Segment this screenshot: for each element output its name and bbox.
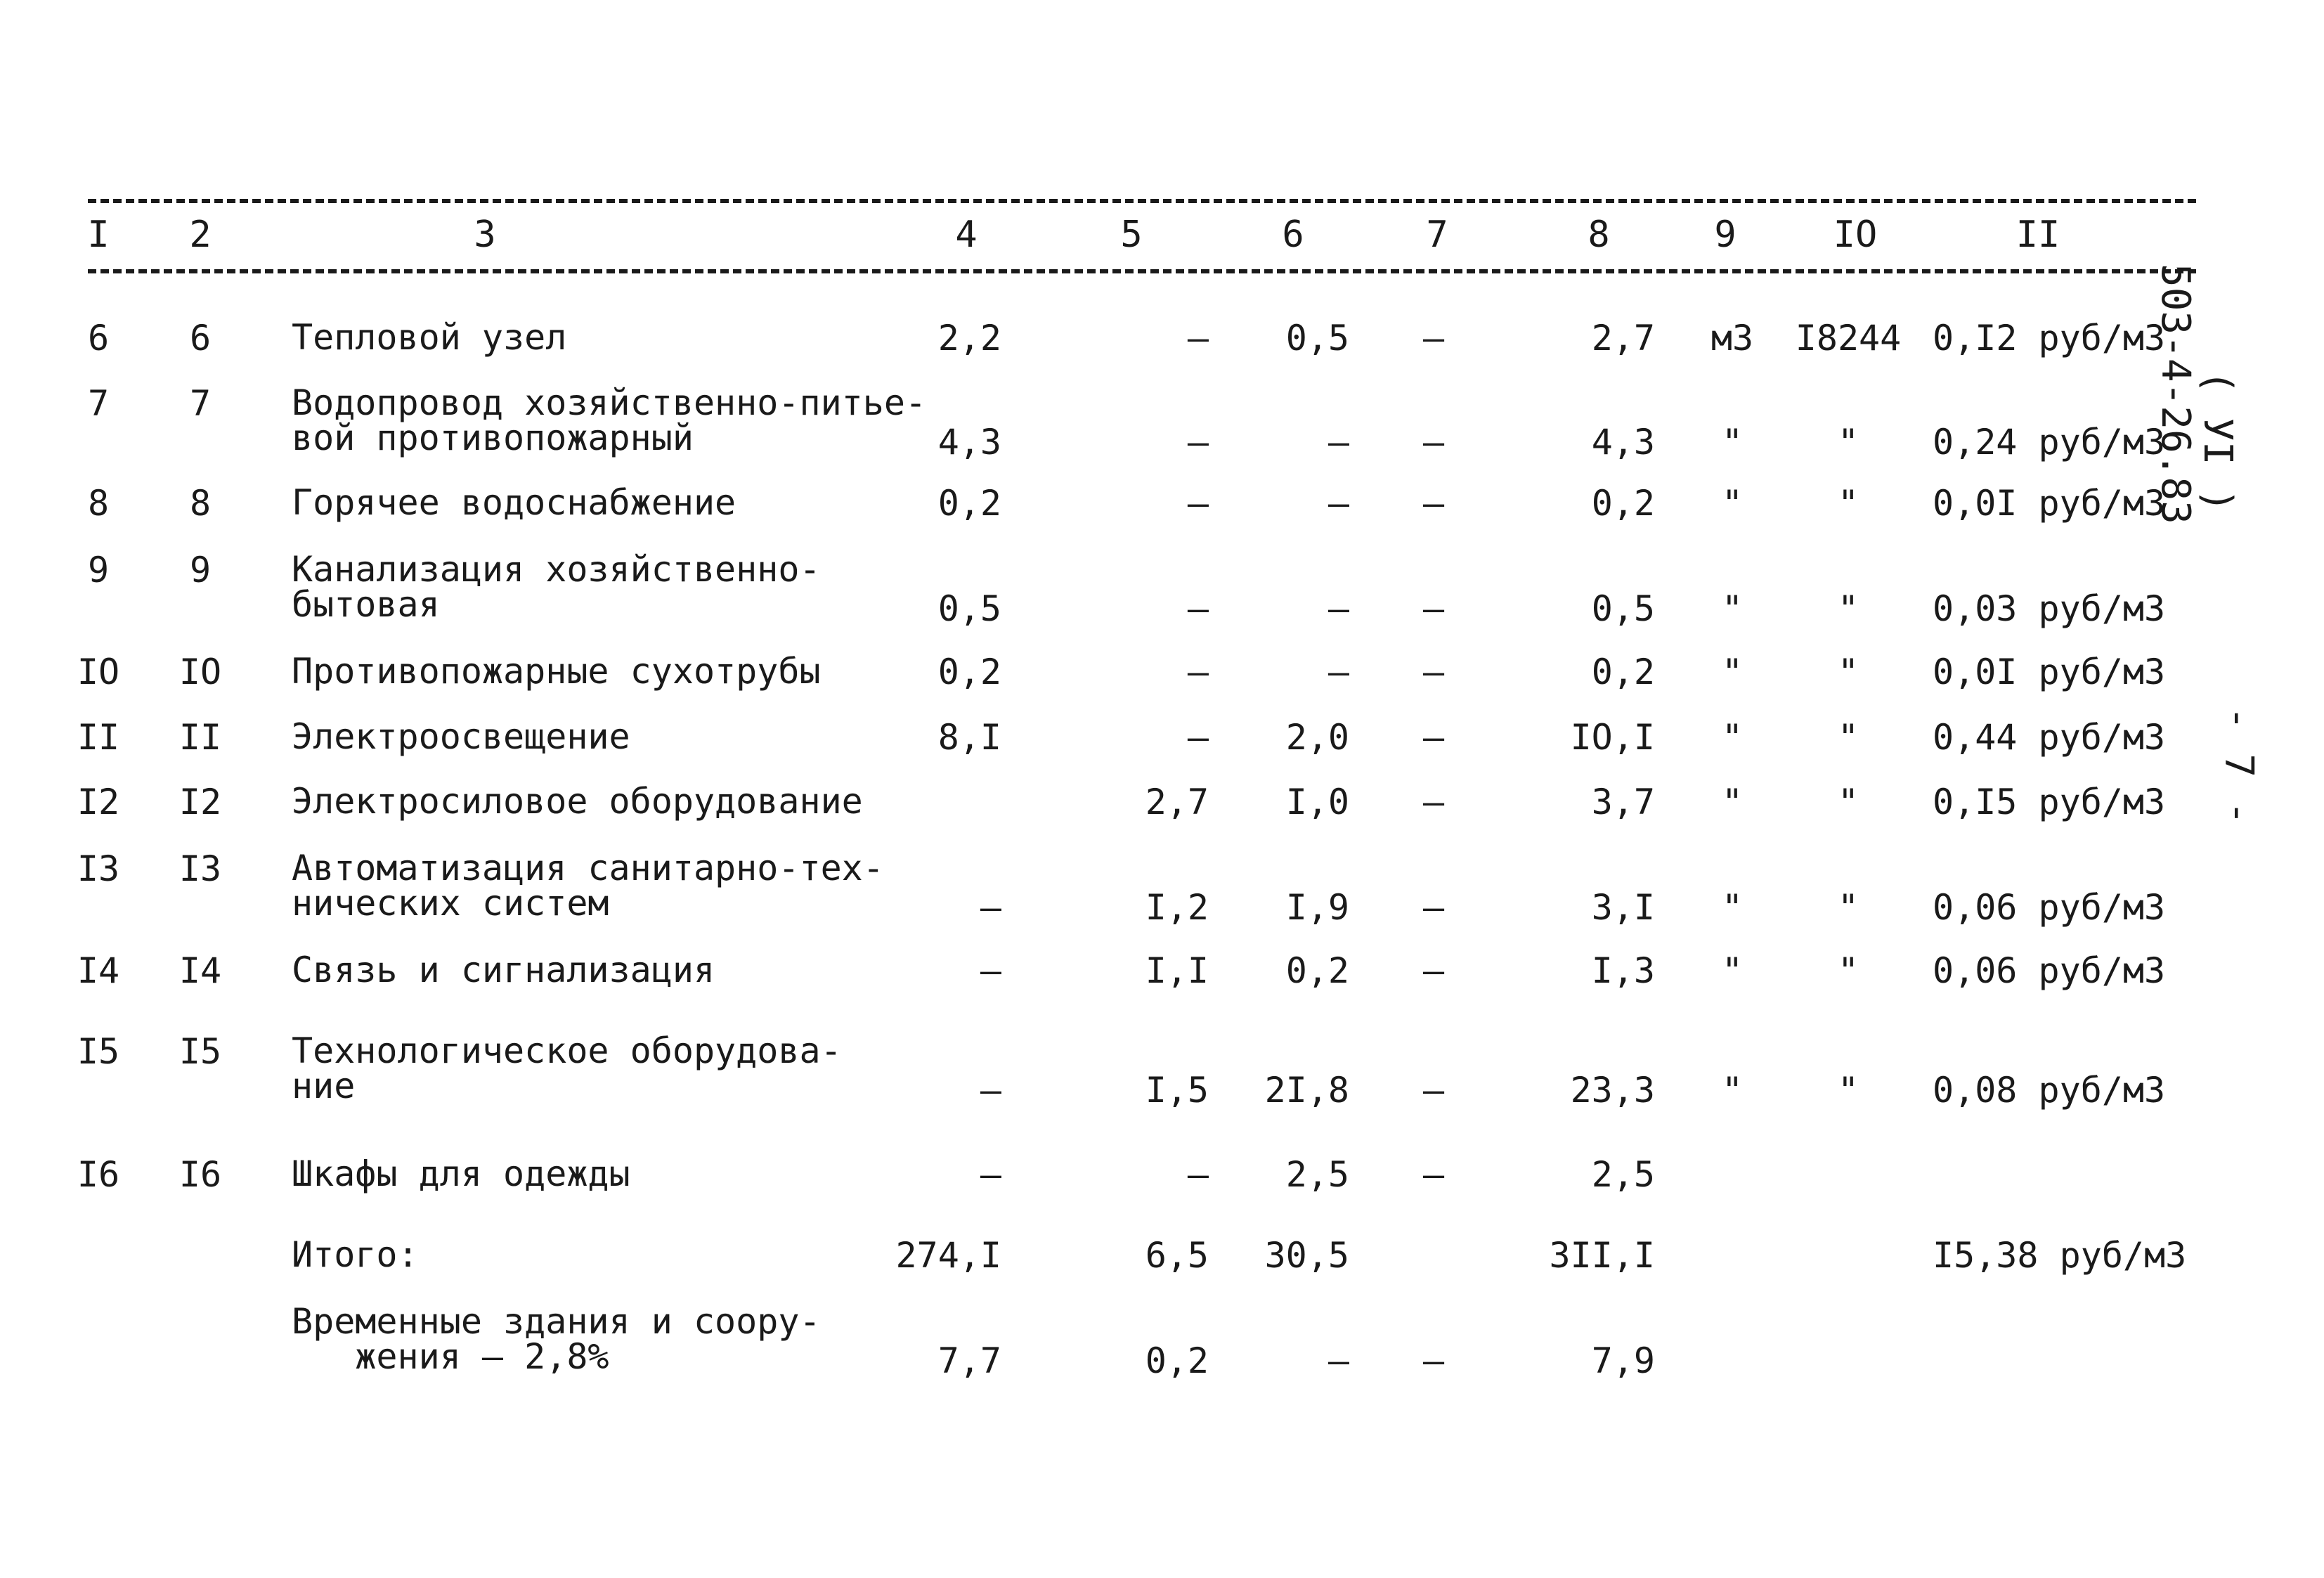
header-col-3: 3 — [474, 214, 496, 256]
cell-c5: – — [1187, 717, 1209, 758]
header-bottom-rule — [88, 269, 2196, 273]
cell-c3: Электроосвещение — [292, 716, 630, 757]
header-col-7: 7 — [1426, 214, 1448, 256]
cell-c9: м3 — [1710, 318, 1754, 358]
cell-c7: – — [1422, 1154, 1445, 1195]
cell-c9: " — [1721, 652, 1744, 692]
cell-c5: – — [1187, 1154, 1209, 1195]
cell-c1: I2 — [77, 782, 120, 822]
header-col-2: 2 — [189, 214, 212, 256]
cell-c10: " — [1837, 1070, 1859, 1111]
cell-c2: I3 — [178, 848, 222, 889]
cell-c6: – — [1327, 1340, 1349, 1381]
cell-c8: 0,5 — [1591, 588, 1655, 629]
cell-c4: – — [980, 887, 1001, 928]
cell-c10: I8244 — [1795, 318, 1902, 358]
cell-c1: I5 — [77, 1031, 120, 1072]
cell-c10: " — [1837, 950, 1859, 991]
cell-c1: 9 — [87, 550, 110, 590]
cell-c2: I4 — [178, 950, 222, 991]
cell-c1: I6 — [77, 1154, 120, 1195]
cell-c3: Канализация хозяйственно- бытовая — [292, 549, 821, 625]
cell-c6: – — [1327, 422, 1349, 463]
cell-c3: Тепловой узел — [292, 317, 567, 358]
cell-c7: – — [1422, 782, 1445, 822]
cell-c11: 0,I5 руб/м3 — [1933, 782, 2166, 822]
cell-c7: – — [1422, 717, 1445, 758]
cell-c7: – — [1422, 483, 1445, 524]
cell-c8: IO,I — [1570, 717, 1655, 758]
cell-c1: 6 — [87, 318, 110, 358]
cell-c6: 0,5 — [1285, 318, 1349, 358]
cell-c5: – — [1187, 422, 1209, 463]
cell-c9: " — [1721, 588, 1744, 629]
cell-c2: 8 — [189, 483, 212, 524]
cell-c9: " — [1721, 1070, 1744, 1111]
cell-c6: 2I,8 — [1264, 1070, 1349, 1111]
cell-c4: 4,3 — [937, 422, 1001, 463]
header-col-6: 6 — [1282, 214, 1304, 256]
cell-c8: I,3 — [1591, 950, 1655, 991]
cell-c5: – — [1187, 318, 1209, 358]
cell-c11: I5,38 руб/м3 — [1933, 1235, 2187, 1276]
cell-c1: I4 — [77, 950, 120, 991]
cell-c7: – — [1422, 950, 1445, 991]
cell-c4: 7,7 — [937, 1340, 1001, 1381]
cell-c8: 4,3 — [1591, 422, 1655, 463]
cell-c7: – — [1422, 1070, 1445, 1111]
cell-c4: 2,2 — [937, 318, 1001, 358]
cell-c11: 0,03 руб/м3 — [1933, 588, 2166, 629]
cell-c2: IO — [178, 652, 222, 692]
cell-c2: II — [178, 717, 222, 758]
cell-c10: " — [1837, 717, 1859, 758]
cell-c11: 0,I2 руб/м3 — [1933, 318, 2166, 358]
page-number — [2217, 706, 2259, 825]
cell-c3: Автоматизация санитарно-тех- нических систем — [292, 848, 884, 924]
cell-c7: – — [1422, 318, 1445, 358]
cell-c1: II — [77, 717, 120, 758]
cell-c9: " — [1721, 483, 1744, 524]
cell-c4: – — [980, 1154, 1001, 1195]
cell-c3: Электросиловое оборудование — [292, 781, 863, 822]
cell-c10: " — [1837, 887, 1859, 928]
cell-c8: 3,7 — [1591, 782, 1655, 822]
cell-c4: 0,2 — [937, 652, 1001, 692]
cell-c4: 0,2 — [937, 483, 1001, 524]
cell-c7: – — [1422, 422, 1445, 463]
cell-c2: I2 — [178, 782, 222, 822]
cell-c11: 0,44 руб/м3 — [1933, 717, 2166, 758]
cell-c9: " — [1721, 950, 1744, 991]
cell-c6: 2,0 — [1285, 717, 1349, 758]
cell-c9: " — [1721, 422, 1744, 463]
cell-c5: 6,5 — [1145, 1235, 1209, 1276]
header-col-5: 5 — [1120, 214, 1143, 256]
cell-c11: 0,0I руб/м3 — [1933, 652, 2166, 692]
cell-c4: – — [980, 950, 1001, 991]
cell-c11: 0,08 руб/м3 — [1933, 1070, 2166, 1111]
cell-c2: 9 — [189, 550, 212, 590]
cell-c8: 0,2 — [1591, 652, 1655, 692]
cell-c5: 0,2 — [1145, 1340, 1209, 1381]
cell-c5: – — [1187, 652, 1209, 692]
cell-c6: – — [1327, 652, 1349, 692]
cell-c8: 2,5 — [1591, 1154, 1655, 1195]
cell-c4: – — [980, 1070, 1001, 1111]
cell-c11: 0,24 руб/м3 — [1933, 422, 2166, 463]
cell-c5: I,2 — [1145, 887, 1209, 928]
cell-c6: – — [1327, 588, 1349, 629]
header-col-4: 4 — [955, 214, 978, 256]
cell-c10: " — [1837, 483, 1859, 524]
cell-c11: 0,0I руб/м3 — [1933, 483, 2166, 524]
cell-c4: 8,I — [937, 717, 1001, 758]
cell-c9: " — [1721, 717, 1744, 758]
cell-c1: 7 — [87, 383, 110, 424]
cell-c1: I3 — [77, 848, 120, 889]
cell-c3: Водопровод хозяйственно-питье- вой противопожарный — [292, 382, 927, 458]
cell-c8: 3II,I — [1549, 1235, 1655, 1276]
cell-c4: 0,5 — [937, 588, 1001, 629]
cell-c8: 7,9 — [1591, 1340, 1655, 1381]
cell-c11: 0,06 руб/м3 — [1933, 887, 2166, 928]
page-number-text: - 7 - — [2216, 706, 2261, 825]
cell-c3: Шкафы для одежды — [292, 1153, 630, 1194]
cell-c5: I,5 — [1145, 1070, 1209, 1111]
cell-c6: I,0 — [1285, 782, 1349, 822]
header-col-11: II — [2015, 214, 2060, 256]
cell-c2: 7 — [189, 383, 212, 424]
cell-c3: Итого: — [292, 1234, 419, 1275]
cell-c7: – — [1422, 887, 1445, 928]
cell-c2: I6 — [178, 1154, 222, 1195]
header-top-rule — [88, 199, 2196, 203]
cell-c6: 30,5 — [1264, 1235, 1349, 1276]
header-col-10: IO — [1833, 214, 1878, 256]
cell-c5: – — [1187, 588, 1209, 629]
cell-c4: 274,I — [895, 1235, 1001, 1276]
cell-c5: 2,7 — [1145, 782, 1209, 822]
cell-c8: 0,2 — [1591, 483, 1655, 524]
cell-c10: " — [1837, 652, 1859, 692]
header-col-9: 9 — [1714, 214, 1736, 256]
cell-c6: – — [1327, 483, 1349, 524]
cell-c10: " — [1837, 782, 1859, 822]
cell-c6: 2,5 — [1285, 1154, 1349, 1195]
cell-c2: I5 — [178, 1031, 222, 1072]
cell-c1: 8 — [87, 483, 110, 524]
cell-c9: " — [1721, 782, 1744, 822]
cell-c8: 3,I — [1591, 887, 1655, 928]
cell-c2: 6 — [189, 318, 212, 358]
header-col-1: I — [87, 214, 110, 256]
cell-c3: Горячее водоснабжение — [292, 482, 736, 523]
cell-c8: 2,7 — [1591, 318, 1655, 358]
cell-c9: " — [1721, 887, 1744, 928]
cell-c6: 0,2 — [1285, 950, 1349, 991]
cell-c5: – — [1187, 483, 1209, 524]
cell-c3: Противопожарные сухотрубы — [292, 651, 821, 692]
cell-c3: Технологическое оборудова- ние — [292, 1030, 842, 1106]
cell-c1: IO — [77, 652, 120, 692]
document-code — [2112, 264, 2280, 524]
cell-c5: I,I — [1145, 950, 1209, 991]
document-code-text: ( УI ) 503-4-26.83 — [2153, 264, 2240, 524]
cell-c8: 23,3 — [1570, 1070, 1655, 1111]
cell-c6: I,9 — [1285, 887, 1349, 928]
cell-c10: " — [1837, 422, 1859, 463]
cell-c3: Временные здания и соору- жения – 2,8% — [292, 1301, 821, 1377]
cell-c7: – — [1422, 652, 1445, 692]
cell-c11: 0,06 руб/м3 — [1933, 950, 2166, 991]
cell-c3: Связь и сигнализация — [292, 950, 715, 990]
header-col-8: 8 — [1588, 214, 1610, 256]
cell-c10: " — [1837, 588, 1859, 629]
cell-c7: – — [1422, 1340, 1445, 1381]
cell-c7: – — [1422, 588, 1445, 629]
